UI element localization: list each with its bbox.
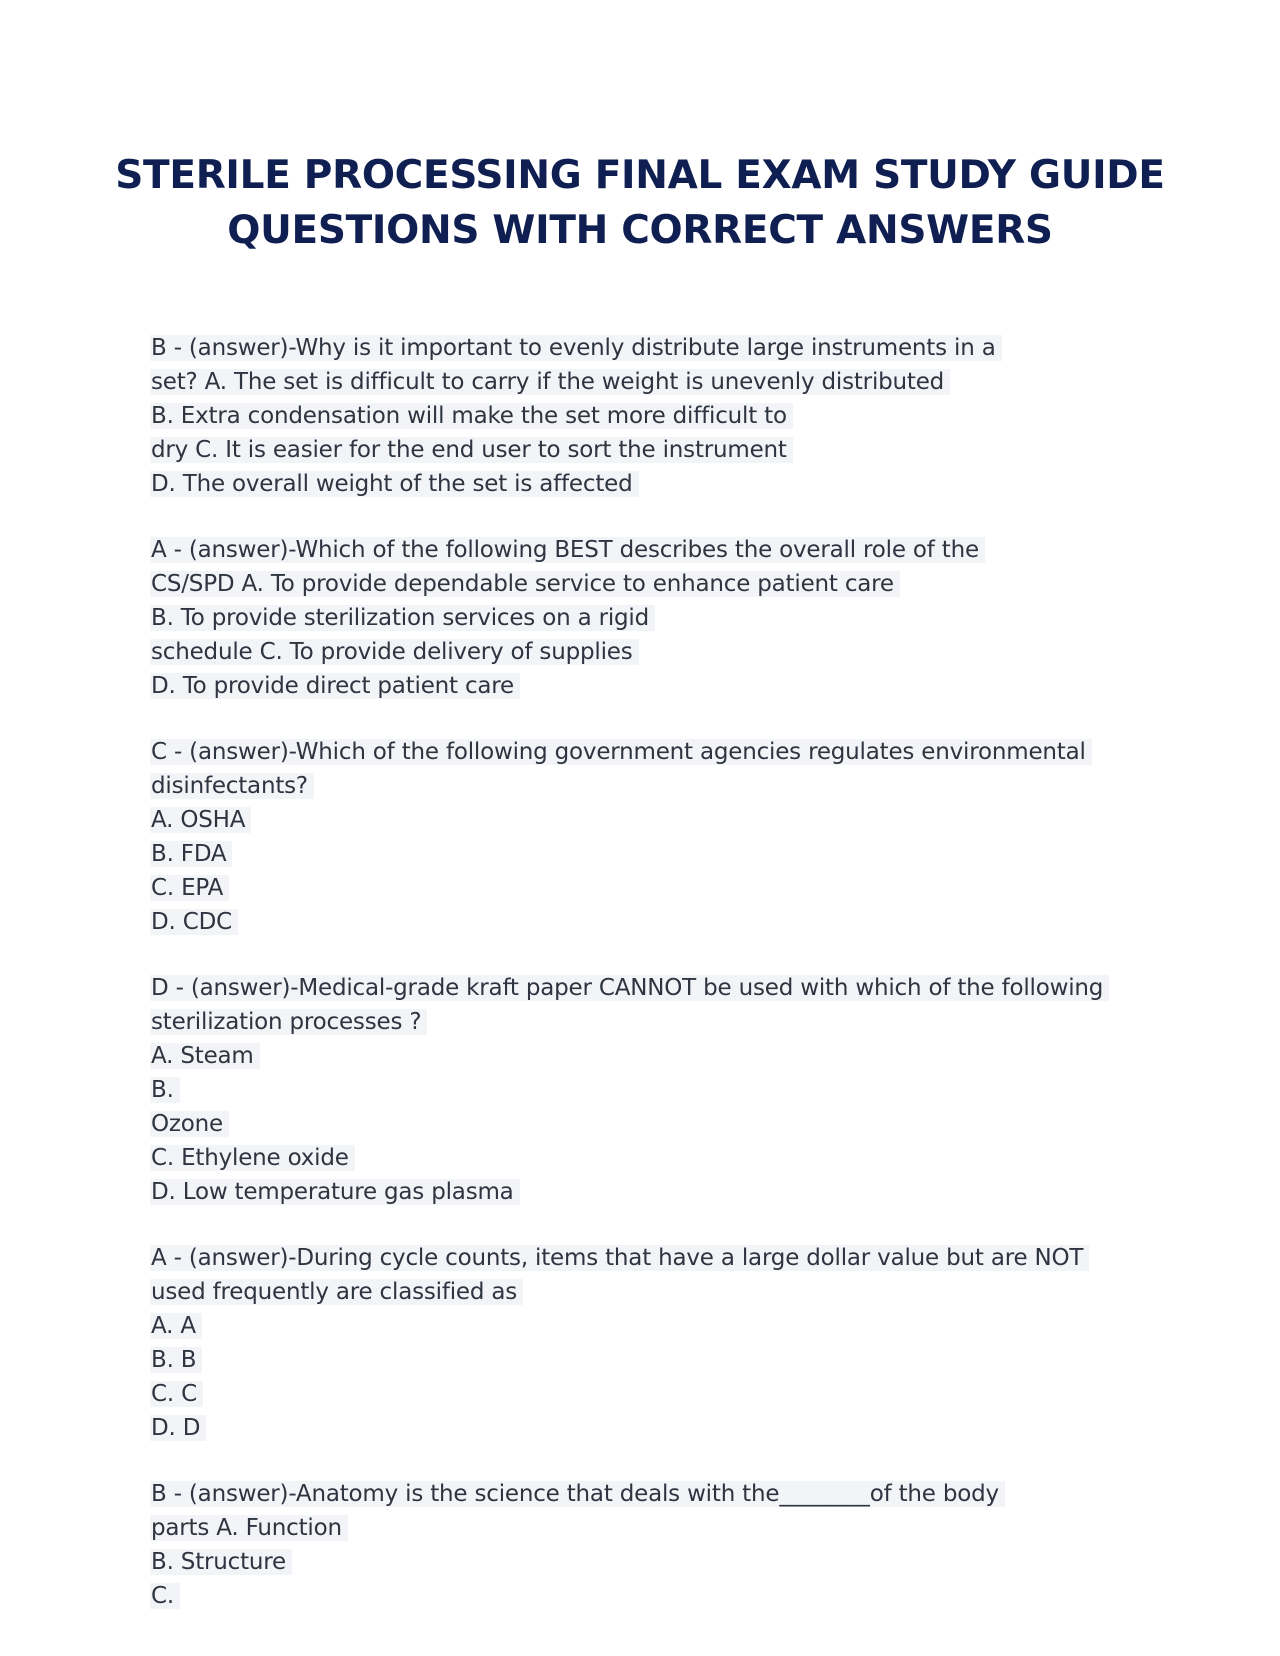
question-line: B. Structure <box>150 1545 1190 1579</box>
question-line: D. To provide direct patient care <box>150 669 1190 703</box>
question-line: C. Ethylene oxide <box>150 1141 1190 1175</box>
question-line: D. Low temperature gas plasma <box>150 1175 1190 1209</box>
question-block-4 <box>150 971 1190 1209</box>
question-line: B. FDA <box>150 837 1190 871</box>
question-line: B. To provide sterilization services on a rigid <box>150 601 1190 635</box>
question-line: dry C. It is easier for the end user to sort the instrument <box>150 433 1190 467</box>
question-line: Ozone <box>150 1107 1190 1141</box>
question-line: C. EPA <box>150 871 1190 905</box>
question-line: set? A. The set is difficult to carry if the weight is unevenly distributed <box>150 365 1190 399</box>
question-line: D. CDC <box>150 905 1190 939</box>
question-line: A - (answer)-Which of the following BEST describes the overall role of the <box>150 533 1190 567</box>
question-line: used frequently are classified as <box>150 1275 1190 1309</box>
question-line: C. <box>150 1579 1190 1613</box>
question-line: sterilization processes ? <box>150 1005 1190 1039</box>
question-line: B - (answer)-Why is it important to evenly distribute large instruments in a <box>150 331 1190 365</box>
question-block-2 <box>150 533 1190 703</box>
question-block-6 <box>150 1477 1190 1613</box>
question-line: A. Steam <box>150 1039 1190 1073</box>
question-block-5 <box>150 1241 1190 1445</box>
question-line: disinfectants? <box>150 769 1190 803</box>
question-line: D. D <box>150 1411 1190 1445</box>
question-block-3 <box>150 735 1190 939</box>
question-line: C - (answer)-Which of the following government agencies regulates environmental <box>150 735 1190 769</box>
question-line: A - (answer)-During cycle counts, items that have a large dollar value but are NOT <box>150 1241 1190 1275</box>
document-title <box>100 148 1180 258</box>
question-line: A. OSHA <box>150 803 1190 837</box>
question-line: B. <box>150 1073 1190 1107</box>
question-line: B - (answer)-Anatomy is the science that deals with the________of the body <box>150 1477 1190 1511</box>
question-line: C. C <box>150 1377 1190 1411</box>
question-line: B. B <box>150 1343 1190 1377</box>
question-block-1 <box>150 331 1190 501</box>
title-line-1: STERILE PROCESSING FINAL EXAM STUDY GUIDE <box>115 153 1165 198</box>
questions-list <box>150 331 1190 1645</box>
question-line: A. A <box>150 1309 1190 1343</box>
question-line: B. Extra condensation will make the set more difficult to <box>150 399 1190 433</box>
question-line: D - (answer)-Medical-grade kraft paper CANNOT be used with which of the following <box>150 971 1190 1005</box>
question-line: schedule C. To provide delivery of supplies <box>150 635 1190 669</box>
title-line-2: QUESTIONS WITH CORRECT ANSWERS <box>227 208 1053 253</box>
question-line: parts A. Function <box>150 1511 1190 1545</box>
question-line: CS/SPD A. To provide dependable service to enhance patient care <box>150 567 1190 601</box>
question-line: D. The overall weight of the set is affected <box>150 467 1190 501</box>
